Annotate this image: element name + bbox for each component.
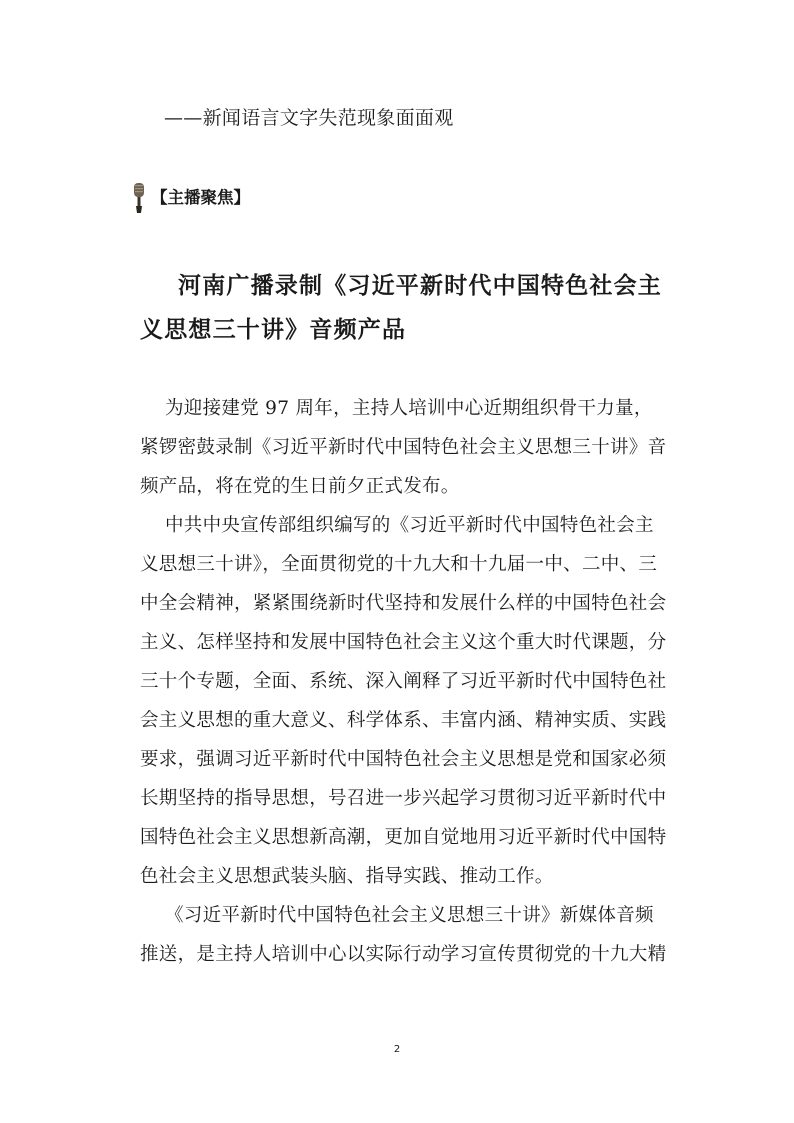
article-headline [140, 267, 680, 355]
paragraph-line: 色社会主义思想武装头脑、指导实践、推动工作。 [140, 866, 554, 887]
paragraph-line: 为迎接建党 97 周年，主持人培训中心近期组织骨干力量， [165, 398, 653, 419]
paragraph-line: 中全会精神，紧紧围绕新时代坚持和发展什么样的中国特色社会 [140, 593, 667, 614]
headline-line: 义思想三十讲》音频产品 [140, 317, 407, 343]
paragraph-line: 要求，强调习近平新时代中国特色社会主义思想是党和国家必须 [140, 749, 667, 770]
paragraph-line: 义思想三十讲》，全面贯彻党的十九大和十九届一中、二中、三 [140, 554, 658, 575]
headline-line: 河南广播录制《习近平新时代中国特色社会主 [178, 273, 662, 299]
paragraph-line: 中共中央宣传部组织编写的《习近平新时代中国特色社会主 [165, 515, 654, 536]
microphone-icon [130, 182, 148, 214]
paragraph-line: 三十个专题，全面、系统、深入阐释了习近平新时代中国特色社 [140, 671, 667, 692]
article-body [140, 395, 685, 980]
paragraph-line: 《习近平新时代中国特色社会主义思想三十讲》新媒体音频 [165, 905, 654, 926]
section-label: 【主播聚焦】 [151, 188, 250, 207]
paragraph-line: 会主义思想的重大意义、科学体系、丰富内涵、精神实质、实践 [140, 710, 667, 731]
paragraph-line: 频产品，将在党的生日前夕正式发布。 [140, 476, 460, 497]
paragraph-line: 长期坚持的指导思想，号召进一步兴起学习贯彻习近平新时代中 [140, 788, 667, 809]
page-number: 2 [393, 1044, 401, 1055]
paragraph-line: 推送，是主持人培训中心以实际行动学习宣传贯彻党的十九大精 [140, 944, 667, 965]
paragraph-line: 紧锣密鼓录制《习近平新时代中国特色社会主义思想三十讲》音 [140, 437, 667, 458]
document-subtitle: ——新闻语言文字失范现象面面观 [164, 107, 454, 129]
paragraph-line: 国特色社会主义思想新高潮，更加自觉地用习近平新时代中国特 [140, 827, 667, 848]
paragraph-line: 主义、怎样坚持和发展中国特色社会主义这个重大时代课题，分 [140, 632, 667, 653]
